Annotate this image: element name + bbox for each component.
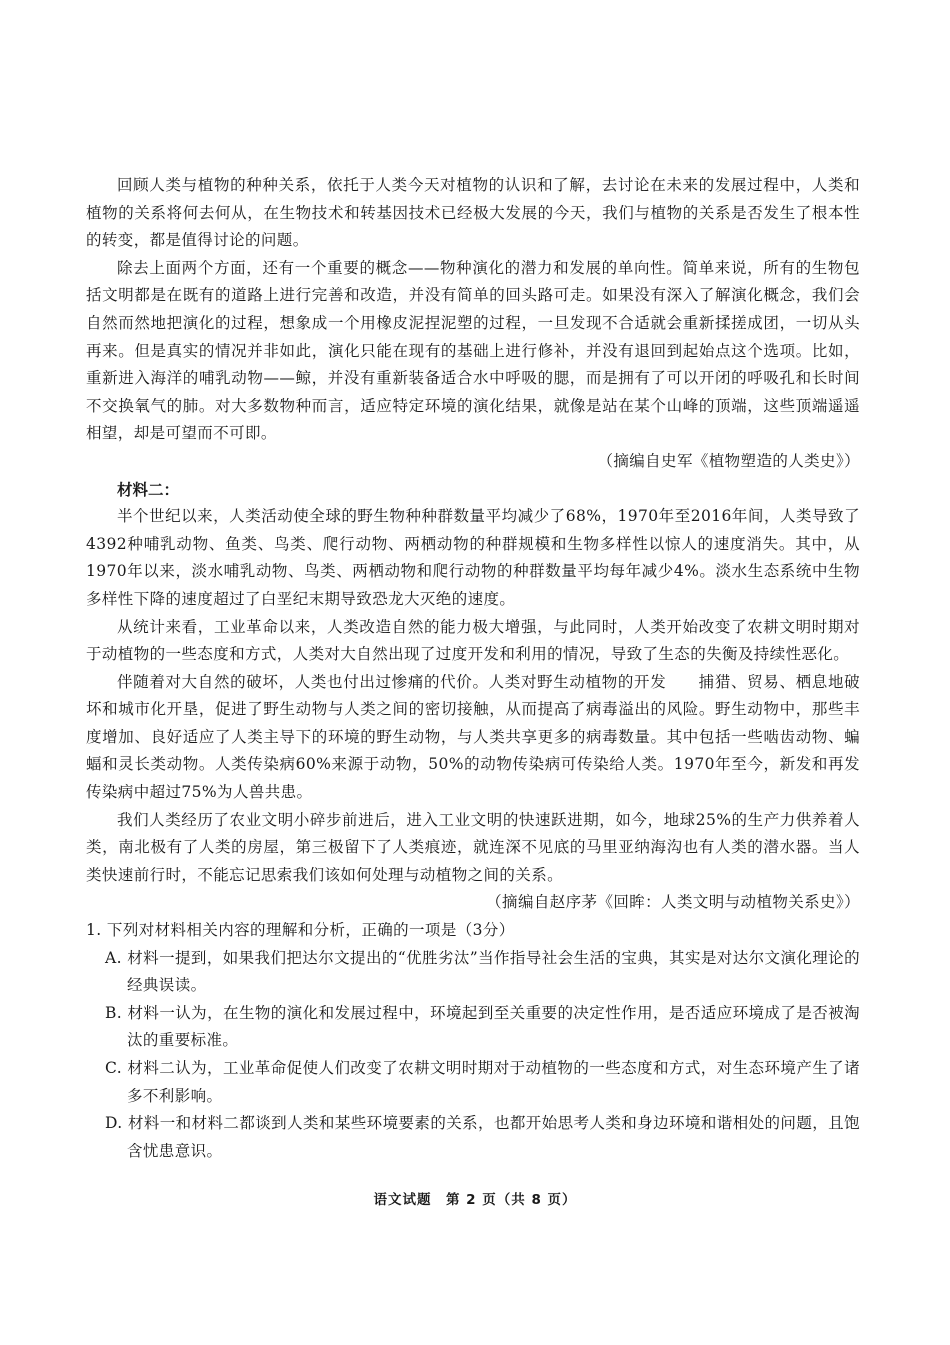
material1-source: （摘编自史军《植物塑造的人类史》） xyxy=(597,451,860,470)
material2-paragraph-1: 半个世纪以来，人类活动使全球的野生物种种群数量平均减少了68%，1970年至2016年间，人类导致了4392种哺乳动物、鱼类、鸟类、爬行动物、两栖动物的种群规模和生物多样性以惊人的速度消失。其中，从1970年以来，淡水哺乳动物、鸟类、两栖动物和爬行动物的种群数量平均每年减少4%。淡水生态系统中生物多样性下降的速度超过了白垩纪末期导致恐龙大灭绝的速度。 xyxy=(86,507,860,608)
question-1-option-d: D. 材料一和材料二都谈到人类和某些环境要素的关系，也都开始思考人类和身边环境和谐相处的问题，且饱含忧患意识。 xyxy=(105,1114,860,1160)
page-content xyxy=(86,172,860,1165)
material2-heading: 材料二： xyxy=(117,479,180,499)
material2-paragraph-3: 伴随着对大自然的破坏，人类也付出过惨痛的代价。人类对野生动植物的开发 捕猎、贸易、栖息地破坏和城市化开垦，促进了野生动物与人类之间的密切接触，从而提高了病毒溢出的风险。野生动物中，那些丰度增加、良好适应了人类主导下的环境的野生动物，与人类共享更多的病毒数量。其中包括一些啮齿动物、蝙蝠和灵长类动物。人类传染病60%来源于动物，50%的动物传染病可传染给人类。1970年至今，新发和再发传染病中超过75%为人兽共患。 xyxy=(86,672,860,802)
question-1-option-b: B. 材料一认为，在生物的演化和发展过程中，环境起到至关重要的决定性作用，是否适应环境成了是否被淘汰的重要标准。 xyxy=(105,1003,860,1050)
material2-paragraph-2: 从统计来看，工业革命以来，人类改造自然的能力极大增强，与此同时，人类开始改变了农耕文明时期对于动植物的一些态度和方式，人类对大自然出现了过度开发和利用的情况，导致了生态的失衡及持续性恶化。 xyxy=(86,617,860,664)
material1-paragraph-1: 回顾人类与植物的种种关系，依托于人类今天对植物的认识和了解，去讨论在未来的发展过程中，人类和植物的关系将何去何从，在生物技术和转基因技术已经极大发展的今天，我们与植物的关系是否发生了根本性的转变，都是值得讨论的问题。 xyxy=(86,176,860,250)
question-1-stem: 1. 下列对材料相关内容的理解和分析，正确的一项是（3分） xyxy=(86,921,515,940)
material2-paragraph-4: 我们人类经历了农业文明小碎步前进后，进入工业文明的快速跃进期，如今，地球25%的生产力供养着人类，南北极有了人类的房屋，第三极留下了人类痕迹，就连深不见底的马里亚纳海沟也有人类的潜水器。当人类快速前行时，不能忘记思索我们该如何处理与动植物之间的关系。 xyxy=(86,810,860,884)
material1-paragraph-2: 除去上面两个方面，还有一个重要的概念——物种演化的潜力和发展的单向性。简单来说，所有的生物包括文明都是在既有的道路上进行完善和改造，并没有简单的回头路可走。如果没有深入了解演化概念，我们会自然而然地把演化的过程，想象成一个用橡皮泥捏泥塑的过程，一旦发现不合适就会重新揉搓成团，一切从头再来。但是真实的情况并非如此，演化只能在现有的基础上进行修补，并没有退回到起始点这个选项。比如，重新进入海洋的哺乳动物——鲸，并没有重新装备适合水中呼吸的腮，而是拥有了可以开闭的呼吸孔和长时间不交换氧气的肺。对大多数物种而言，适应特定环境的演化结果，就像是站在某个山峰的顶端，这些顶端遥遥相望，却是可望而不可即。 xyxy=(86,258,860,443)
material2-source: （摘编自赵序茅《回眸：人类文明与动植物关系史》） xyxy=(486,893,860,912)
question-1-option-c: C. 材料二认为，工业革命促使人们改变了农耕文明时期对于动植物的一些态度和方式，对生态环境产生了诸多不利影响。 xyxy=(105,1059,860,1105)
question-1-option-a: A. 材料一提到，如果我们把达尔文提出的“优胜劣汰”当作指导社会生活的宝典，其实是对达尔文演化理论的经典误读。 xyxy=(105,948,860,995)
page-footer: 语文试题 第 2 页（共 8 页） xyxy=(373,1192,577,1208)
